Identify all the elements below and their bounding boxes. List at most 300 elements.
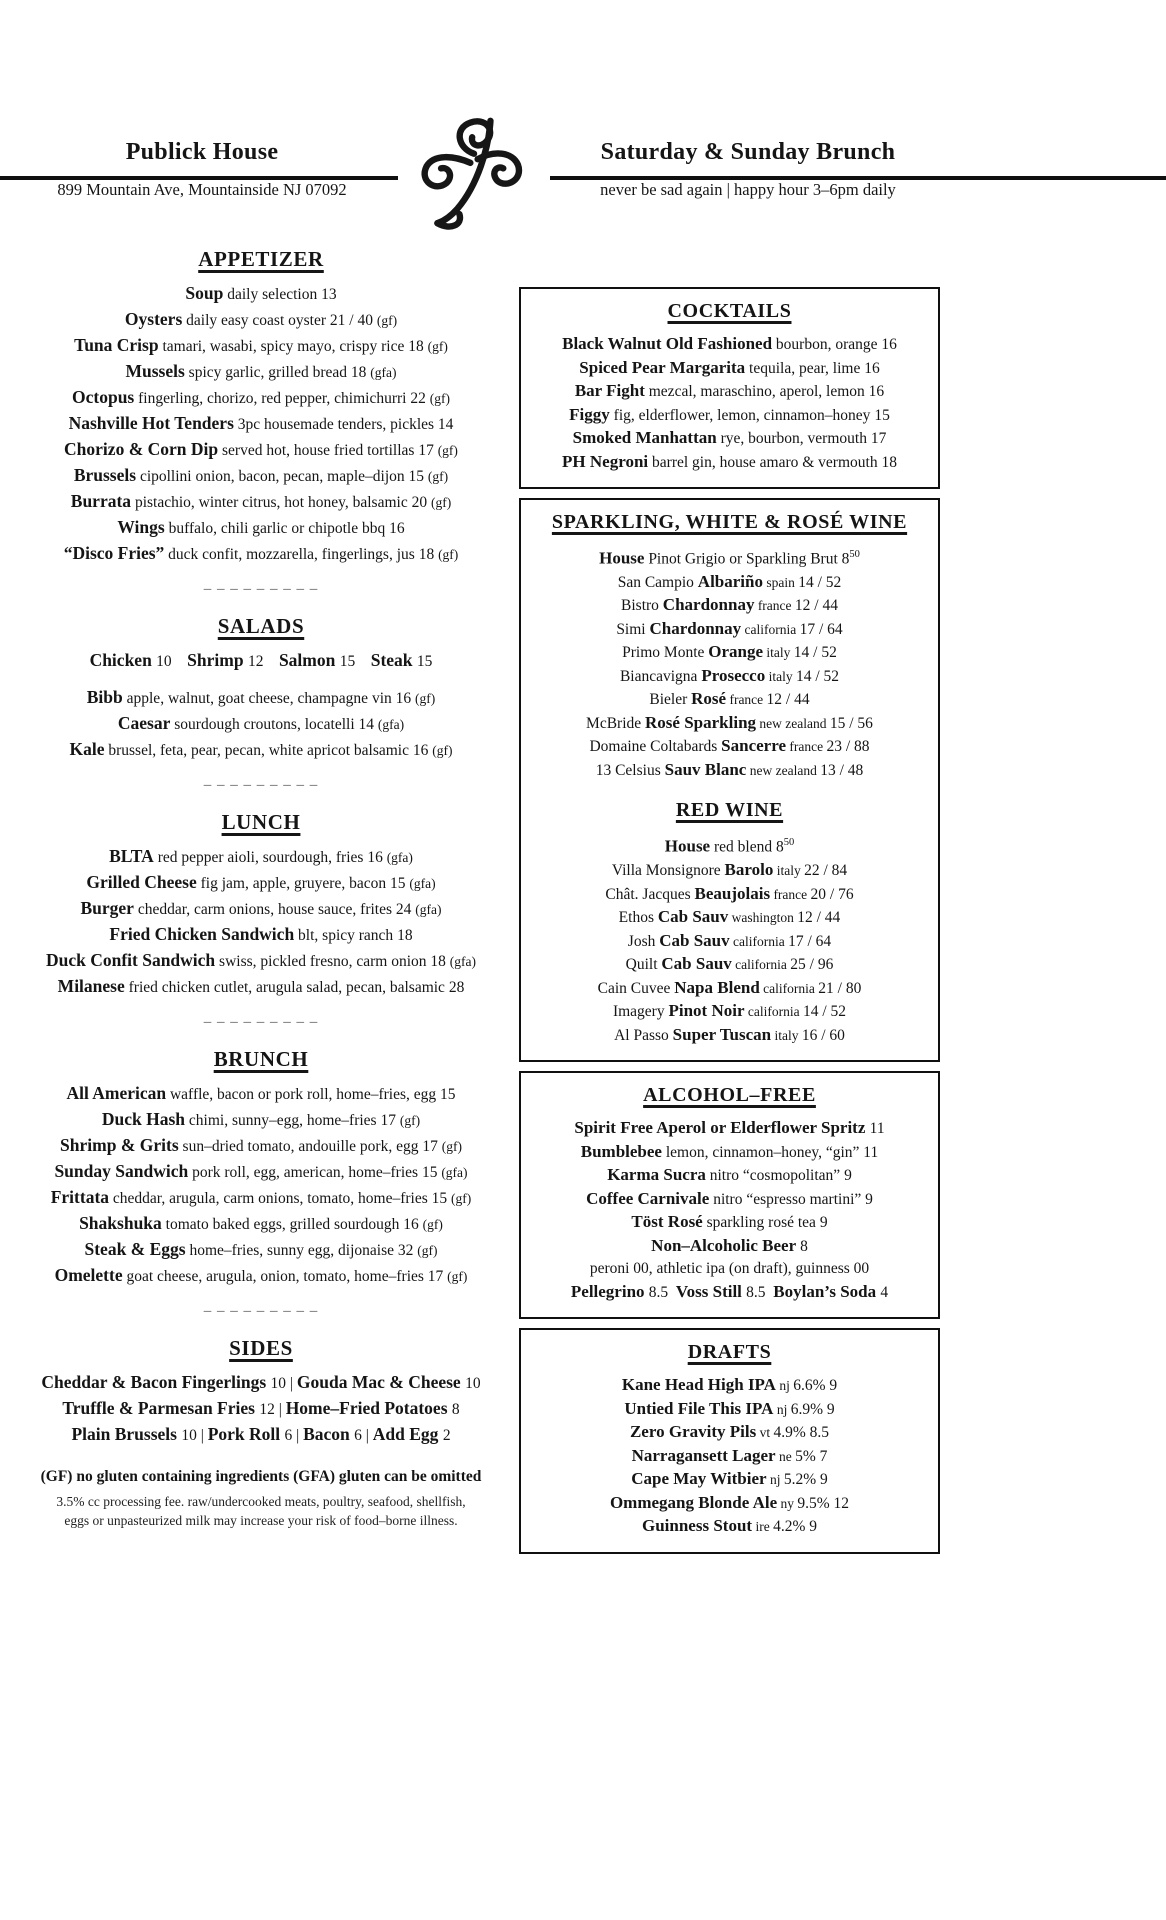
item-name: Spirit Free Aperol or Elderflower Spritz (574, 1118, 870, 1138)
menu-item-line (529, 1258, 930, 1281)
disclaimer-line-2: eggs or unpasteurized milk may increase your risk of food–borne illness. (64, 1513, 458, 1528)
item-price: 17 (870, 430, 887, 447)
item-note: italy (765, 668, 796, 684)
item-desc: rye, bourbon, vermouth (716, 430, 871, 447)
item-name: Orange (708, 642, 764, 662)
section-divider: – – – – – – – – – (203, 581, 319, 597)
item-name: Cheddar & Bacon Fingerlings (41, 1372, 271, 1392)
item-name: Karma Sucra (607, 1165, 706, 1185)
menu-item-line (529, 1164, 930, 1188)
item-desc: sourdough croutons, locatelli (170, 716, 359, 733)
menu-item-line (8, 1422, 514, 1448)
item-name: Salmon (278, 650, 340, 670)
item-desc: | (274, 1401, 286, 1418)
item-note: italy (773, 863, 805, 879)
item-name: Boylan’s Soda (773, 1281, 881, 1301)
item-note: italy (771, 1027, 802, 1043)
item-price: 28 (448, 979, 465, 996)
item-name: Cab Sauv (657, 907, 729, 927)
disclaimer-line-1: 3.5% cc processing fee. raw/undercooked meats, poultry, seafood, shellfish, (56, 1494, 466, 1509)
menu-item-line (8, 1107, 514, 1133)
menu-item-line (8, 711, 514, 737)
menu-item-line (529, 1235, 930, 1259)
item-desc: San Campio (617, 573, 698, 591)
menu-box-wine (519, 498, 940, 1062)
section-title-brunch: BRUNCH (213, 1047, 309, 1071)
item-name: Tuna Crisp (74, 335, 159, 355)
section-title-alcohol-free: ALCOHOL–FREE (643, 1084, 816, 1107)
menu-item-line (8, 870, 514, 896)
item-desc: blt, spicy ranch (294, 927, 398, 944)
item-desc: buffalo, chili garlic or chipotle bbq (164, 520, 390, 537)
item-name: Kale (69, 739, 105, 759)
item-name: Duck Confit Sandwich (45, 950, 216, 970)
item-price: 16 (395, 690, 415, 707)
item-price: 8 (800, 1237, 808, 1255)
item-name: Duck Hash (101, 1109, 186, 1129)
menu-item-line (529, 1141, 930, 1165)
menu-item-line (529, 333, 930, 357)
header-right (552, 138, 944, 200)
section-title-cocktails: COCKTAILS (667, 300, 792, 322)
menu-item-line (529, 1492, 930, 1516)
item-note: ne (775, 1448, 796, 1464)
item-desc: Villa Monsignore (611, 862, 725, 880)
item-price: 8 (775, 838, 784, 856)
item-name: Octopus (72, 387, 135, 407)
item-price: 16 (403, 1216, 423, 1233)
menu-item-line (8, 1081, 514, 1107)
item-desc: pork roll, egg, american, home–fries (188, 1164, 422, 1181)
item-desc: cipollini onion, bacon, pecan, maple–dijon (136, 468, 409, 485)
menu-item-line (8, 307, 514, 333)
item-desc: 3pc housemade tenders, pickles (233, 416, 438, 433)
menu-item-line (8, 737, 514, 763)
item-price: 15 (416, 653, 433, 670)
menu-item-line (529, 832, 930, 859)
item-note: (gfa) (377, 717, 405, 732)
item-name: Smoked Manhattan (572, 428, 717, 447)
menu-item-line (529, 357, 930, 381)
menu-section-brunch (8, 1046, 514, 1289)
item-desc: served hot, house fried tortillas (218, 442, 419, 459)
item-desc: cheddar, carm onions, house sauce, frites (133, 901, 396, 918)
menu-item-line (8, 685, 514, 711)
item-desc: home–fries, sunny egg, dijonaise (185, 1242, 398, 1259)
item-desc: | (196, 1427, 208, 1444)
section-title-sides: SIDES (229, 1336, 293, 1360)
menu-item-line (529, 665, 930, 689)
item-name: Chicken (89, 650, 157, 670)
item-note: italy (763, 645, 794, 661)
item-note: (gf) (429, 391, 450, 406)
item-name: Shrimp & Grits (60, 1135, 179, 1155)
menu-item-line (8, 1133, 514, 1159)
item-name: PH Negroni (562, 451, 649, 471)
item-name: Spiced Pear Margarita (579, 357, 746, 377)
item-desc: cheddar, arugula, carm onions, tomato, home–fries (109, 1190, 432, 1207)
item-name: Steak (370, 650, 417, 670)
item-desc (263, 653, 279, 670)
item-desc: pistachio, winter citrus, hot honey, balsamic (131, 494, 412, 511)
item-price: 17 (418, 442, 438, 459)
menu-item-line (529, 571, 930, 595)
item-price: 14 / 52 (802, 1003, 847, 1021)
item-price: 18 (881, 453, 897, 471)
clover-monogram-icon (398, 102, 550, 242)
item-desc: Ethos (618, 909, 658, 927)
item-price: 15 (389, 875, 410, 892)
item-price: 12 / 44 (797, 909, 841, 927)
item-price: 14 / 52 (795, 667, 840, 685)
item-price: 4 (880, 1283, 889, 1301)
item-name: Ommegang Blonde Ale (609, 1492, 778, 1512)
item-desc: daily easy coast oyster (182, 312, 330, 329)
item-price: 16 (881, 336, 897, 353)
item-price: 16 / 60 (801, 1026, 845, 1044)
item-price: 6 (354, 1427, 362, 1444)
item-desc: bourbon, orange (772, 336, 882, 353)
menu-item-line (8, 922, 514, 948)
item-price: 15 (421, 1164, 442, 1181)
item-desc: | (292, 1427, 304, 1444)
menu-item-line (8, 1237, 514, 1263)
item-price: 15 (440, 1086, 456, 1103)
item-note: (gfa) (441, 1165, 468, 1180)
section-title-lunch: LUNCH (221, 810, 301, 834)
item-note: new zealand (756, 715, 830, 731)
item-desc: Cain Cuvee (597, 979, 675, 997)
item-desc: 13 Celsius (595, 761, 665, 779)
item-desc: Bistro (621, 597, 663, 615)
item-price: 22 / 84 (804, 862, 848, 880)
item-desc: brussel, feta, pear, pecan, white apricot balsamic (104, 742, 413, 759)
item-price: 15 (339, 653, 356, 670)
item-price: 16 (389, 520, 405, 537)
item-price: 22 (410, 390, 430, 407)
menu-item-line (8, 541, 514, 567)
item-price: 14 / 52 (793, 644, 837, 662)
item-name: Guinness Stout (642, 1516, 753, 1536)
menu-item-line (529, 404, 930, 428)
gluten-note: (GF) no gluten containing ingredients (GFA) gluten can be omitted (40, 1468, 482, 1485)
menu-item-line (529, 1421, 930, 1445)
menu-item-line (529, 1117, 930, 1141)
menu-item-line (529, 906, 930, 930)
item-price: 24 (395, 901, 416, 918)
menu-item-line (529, 1000, 930, 1024)
item-note: (gf) (422, 1217, 443, 1232)
item-desc: nitro “espresso martini” (709, 1190, 866, 1208)
item-note: nj (773, 1401, 791, 1417)
item-desc: Al Passo (614, 1026, 673, 1044)
item-price: 6.9% 9 (790, 1400, 835, 1418)
menu-item-line (529, 735, 930, 759)
item-price: 15 (431, 1190, 452, 1207)
menu-section-cocktails (529, 298, 930, 474)
item-price: 25 / 96 (790, 956, 834, 974)
menu-item-line (8, 896, 514, 922)
item-price: 5.2% 9 (783, 1471, 828, 1489)
item-desc: fig jam, apple, gruyere, bacon (196, 875, 390, 892)
food-sections (8, 246, 514, 1448)
item-price-superscript: 50 (783, 837, 795, 849)
item-note: vt (756, 1425, 774, 1441)
item-desc: tamari, wasabi, spicy mayo, crispy rice (158, 338, 409, 355)
menu-section-sparkling-white-rose-wine (529, 509, 930, 782)
item-name: Prosecco (701, 665, 766, 685)
item-note: california (729, 933, 789, 949)
item-price: 4.2% 9 (773, 1518, 817, 1536)
menu-item-line (8, 974, 514, 1000)
menu-section-salads (8, 613, 514, 763)
item-name: Chorizo & Corn Dip (64, 439, 219, 459)
item-price: 15 (408, 468, 428, 485)
item-price: 18 (408, 338, 428, 355)
menu-item-line (8, 648, 514, 674)
item-desc: fig, elderflower, lemon, cinnamon–honey (609, 406, 875, 424)
item-desc: waffle, bacon or pork roll, home–fries, egg (166, 1086, 441, 1103)
section-title-appetizer: APPETIZER (198, 247, 324, 271)
item-desc: tequila, pear, lime (745, 359, 865, 377)
item-note: (gf) (427, 469, 449, 484)
item-price: 16 (412, 742, 433, 759)
item-name: Home–Fried Potatoes (285, 1398, 452, 1418)
item-name: All American (66, 1083, 167, 1103)
item-note: (gf) (376, 313, 398, 328)
item-price: 8 (451, 1401, 460, 1418)
section-title-red-wine: RED WINE (675, 799, 784, 822)
item-desc: Simi (616, 620, 650, 638)
item-note: (gf) (441, 1139, 462, 1154)
item-name: Frittata (50, 1187, 110, 1207)
item-desc: sun–dried tomato, andouille pork, egg (178, 1138, 423, 1155)
item-price: 12 (259, 1401, 275, 1418)
item-name: Bar Fight (574, 381, 645, 400)
item-desc: Primo Monte (622, 644, 709, 662)
item-price: 14 / 52 (798, 573, 842, 591)
item-price: 13 / 48 (820, 761, 864, 779)
item-name: Bumblebee (580, 1141, 662, 1161)
item-desc: mezcal, maraschino, aperol, lemon (644, 383, 869, 400)
menu-item-line (8, 385, 514, 411)
item-name: Fried Chicken Sandwich (109, 924, 295, 944)
item-name: Cab Sauv (661, 954, 732, 974)
item-price: 12 / 44 (794, 597, 838, 615)
item-price: 14 (358, 716, 378, 733)
item-price: 14 (437, 416, 454, 433)
item-desc: Josh (627, 932, 660, 950)
item-desc: swiss, pickled fresno, carm onion (215, 953, 431, 970)
section-divider: – – – – – – – – – (203, 777, 319, 793)
section-title-drafts: DRAFTS (687, 1341, 772, 1364)
menu-item-line (529, 977, 930, 1001)
item-name: Bacon (303, 1424, 355, 1444)
item-price: 10 (181, 1427, 197, 1444)
item-desc (172, 653, 188, 670)
item-name: Mussels (125, 361, 185, 381)
item-name: Cab Sauv (659, 930, 730, 950)
item-price: 17 / 64 (799, 620, 843, 638)
item-price: 11 (869, 1120, 885, 1138)
menu-item-line (529, 859, 930, 883)
item-desc: chimi, sunny–egg, home–fries (185, 1112, 381, 1129)
menu-section-alcohol-free (529, 1082, 930, 1304)
item-price: 32 (397, 1242, 418, 1259)
item-name: Sancerre (721, 736, 787, 756)
item-price: 9 (844, 1167, 852, 1185)
item-price: 16 (864, 359, 880, 377)
item-note: ny (777, 1495, 798, 1511)
menu-item-line (529, 883, 930, 907)
item-name: Bibb (86, 687, 123, 707)
item-name: Barolo (724, 860, 774, 880)
item-desc: Quilt (625, 956, 662, 974)
item-price: 12 / 44 (766, 691, 810, 709)
item-price: 10 (465, 1375, 481, 1392)
menu-item-line (529, 544, 930, 571)
item-name: Beaujolais (694, 883, 771, 903)
menu-section-sides (8, 1335, 514, 1448)
menu-item-line (529, 1515, 930, 1539)
section-divider: – – – – – – – – – (203, 1014, 319, 1030)
menu-item-line (8, 1211, 514, 1237)
item-note: california (759, 980, 819, 996)
item-desc: | (361, 1427, 373, 1444)
item-name: Napa Blend (674, 977, 760, 997)
item-name: Pellegrino (570, 1281, 649, 1301)
restaurant-address: 899 Mountain Ave, Mountainside NJ 07092 (57, 180, 347, 199)
item-note: france (754, 598, 795, 614)
item-price: 5% 7 (795, 1447, 828, 1465)
item-note: (gf) (437, 443, 458, 458)
menu-item-line (529, 1024, 930, 1048)
menu-item-line (8, 437, 514, 463)
menu-item-line (529, 953, 930, 977)
item-price: 9 (865, 1190, 873, 1208)
item-desc: Pinot Grigio or Sparkling Brut (644, 550, 842, 568)
menu-item-line (8, 333, 514, 359)
menu-item-line (8, 281, 514, 307)
header-left (28, 138, 376, 200)
item-desc: goat cheese, arugula, onion, tomato, home–fries (122, 1268, 428, 1285)
menu-item-line (8, 1396, 514, 1422)
item-note: (gfa) (409, 876, 436, 891)
item-note: (gf) (430, 495, 452, 510)
item-price: 20 (411, 494, 431, 511)
item-note: washington (728, 910, 798, 926)
item-note: (gfa) (370, 365, 397, 380)
item-name: Brussels (73, 465, 137, 485)
menu-item-line (529, 1398, 930, 1422)
item-note: california (744, 1004, 803, 1020)
item-price: 10 (270, 1375, 287, 1392)
food-column (8, 246, 514, 1530)
item-price: 12 (247, 653, 264, 670)
item-name: Rosé (691, 689, 727, 709)
item-name: Albariño (697, 571, 763, 591)
item-name: Burger (80, 898, 134, 918)
item-name: Milanese (57, 976, 125, 996)
item-price: 6 (284, 1427, 293, 1444)
item-note: (gfa) (415, 902, 442, 917)
menu-section-drafts (529, 1339, 930, 1539)
item-name: Add Egg (372, 1424, 443, 1444)
item-price: 16 (868, 383, 885, 400)
item-note: (gf) (432, 743, 453, 758)
item-name: House (664, 836, 711, 856)
menu-item-line (529, 641, 930, 665)
section-title-sparkling-white-rose-wine: SPARKLING, WHITE & ROSÉ WINE (551, 511, 908, 533)
item-price: 8 (841, 550, 850, 568)
menu-item-line (8, 1263, 514, 1289)
item-price: 8.5 (648, 1283, 669, 1301)
item-price: 18 (418, 546, 439, 563)
item-name: BLTA (109, 846, 154, 866)
item-price: 9 (819, 1214, 828, 1232)
dietary-footnotes (8, 1466, 514, 1530)
item-note: (gf) (451, 1191, 472, 1206)
menu-item-line (529, 1445, 930, 1469)
menu-item-line (529, 1374, 930, 1398)
item-price: 11 (863, 1143, 879, 1161)
item-name: Zero Gravity Pils (629, 1422, 757, 1442)
item-price: 21 / 40 (329, 312, 377, 329)
item-name: Coffee Carnivale (586, 1188, 710, 1208)
item-note: (gf) (399, 1113, 421, 1128)
menu-item-line (529, 380, 930, 404)
item-name: Cape May Witbier (631, 1469, 767, 1489)
item-desc: sparkling rosé tea (702, 1214, 820, 1232)
item-desc (355, 653, 371, 670)
item-note: spain (762, 574, 799, 590)
item-note: nj (766, 1472, 784, 1488)
menu-item-line (8, 1370, 514, 1396)
item-name: Narragansett Lager (631, 1445, 776, 1465)
item-price: 17 (427, 1268, 448, 1285)
item-name: Chardonnay (649, 618, 742, 638)
menu-item-line (529, 759, 930, 783)
item-price: 17 (380, 1112, 400, 1129)
item-price: 15 (874, 406, 890, 424)
menu-title: Saturday & Sunday Brunch (600, 139, 896, 165)
menu-item-line (8, 463, 514, 489)
item-name: Pork Roll (207, 1424, 285, 1444)
menu-item-line (529, 594, 930, 618)
item-name: Nashville Hot Tenders (68, 413, 234, 433)
menu-item-line (529, 618, 930, 642)
item-name: Truffle & Parmesan Fries (62, 1398, 260, 1418)
menu-box-cocktails (519, 287, 940, 489)
item-price: 9.5% 12 (797, 1494, 850, 1512)
item-name: “Disco Fries” (63, 543, 165, 563)
item-note: france (786, 739, 827, 755)
item-note: (gf) (427, 339, 448, 354)
item-desc: | (286, 1375, 297, 1392)
item-name: Non–Alcoholic Beer (651, 1235, 801, 1255)
item-desc: lemon, cinnamon–honey, “gin” (661, 1143, 864, 1161)
item-note: nj (775, 1378, 794, 1394)
item-note: france (770, 886, 811, 902)
item-desc: fingerling, chorizo, red pepper, chimichurri (134, 390, 411, 407)
restaurant-name: Publick House (125, 139, 279, 165)
menu-item-line (8, 411, 514, 437)
menu-item-line (529, 712, 930, 736)
item-price: 16 (367, 849, 387, 866)
item-price: 21 / 80 (818, 979, 862, 997)
item-name: Wings (117, 517, 165, 537)
item-desc: tomato baked eggs, grilled sourdough (161, 1216, 404, 1233)
